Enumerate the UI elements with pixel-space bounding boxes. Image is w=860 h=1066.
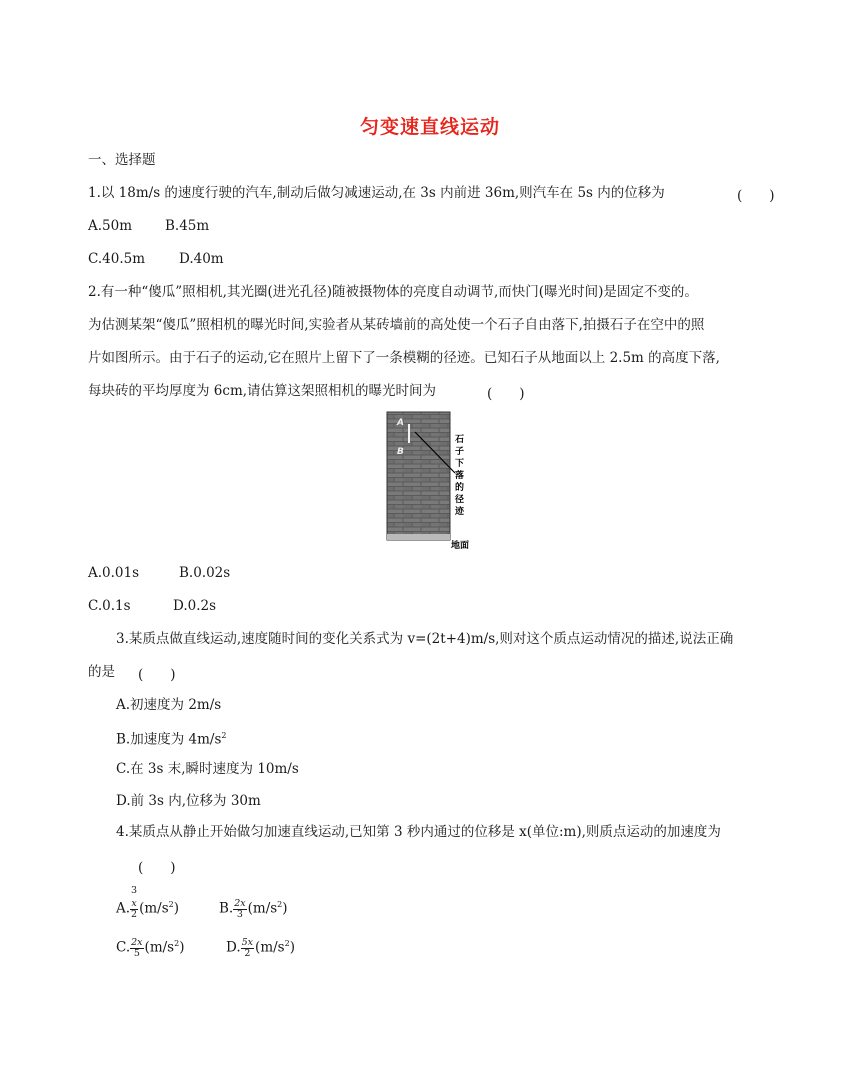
trail-label-char: 下 [455, 459, 465, 469]
question-2-answer-blank: ( ) [487, 386, 525, 402]
trail-label-char: 石 [455, 435, 465, 445]
unit-superscript: 2 [168, 900, 174, 909]
trail-label-char: 的 [455, 483, 465, 493]
option-prefix: B. [219, 900, 234, 917]
unit: (m/s [144, 939, 175, 956]
question-3-option-b [116, 727, 226, 749]
unit-superscript: 2 [174, 939, 180, 948]
trail-label-char: 子 [455, 447, 465, 457]
unit-close: ) [289, 939, 295, 956]
question-3-answer-blank: ( ) [138, 667, 176, 683]
unit-superscript: 2 [277, 900, 283, 909]
denominator: 3 [236, 908, 243, 920]
superscript: 2 [221, 731, 227, 740]
fraction [130, 899, 138, 920]
question-4-text: 4.某质点从静止开始做匀加速直线运动,已知第 3 秒内通过的位移是 x(单位:m),则质点运动的加速度为 [116, 824, 721, 840]
unit: (m/s [247, 900, 278, 917]
option-a-superscript-3: 3 [131, 885, 138, 896]
page-title: 匀变速直线运动 [359, 116, 500, 138]
question-4-option-c [116, 935, 184, 959]
denominator: 2 [244, 947, 251, 959]
brick-wall-photo [385, 410, 475, 550]
question-1-option-c: C.40.5m [88, 251, 145, 267]
question-3-option-d: D.前 3s 内,位移为 30m [116, 793, 261, 809]
ground-strip [387, 534, 450, 540]
question-4-option-b [219, 896, 288, 920]
question-3-line-2: 的是 [88, 664, 115, 680]
question-2-line-2: 为估测某架“傻瓜”照相机的曝光时间,实验者从某砖墙前的高处使一个石子自由落下,拍摄石子在空中的照 [88, 317, 705, 333]
fraction [233, 899, 246, 920]
figure-label-b: B [397, 447, 404, 457]
trail-label-char: 落 [455, 471, 465, 481]
question-2-line-3: 片如图所示。由于石子的运动,它在照片上留下了一条模糊的径迹。已知石子从地面以上 2.5m 的高度下落, [88, 350, 720, 366]
question-2-line-4: 每块砖的平均厚度为 6cm,请估算这架照相机的曝光时间为 [88, 383, 437, 399]
option-prefix: A. [116, 900, 131, 917]
question-2-option-a: A.0.01s [88, 565, 140, 581]
unit-superscript: 2 [284, 939, 290, 948]
trail-label-char: 径 [455, 495, 465, 505]
option-prefix: C. [116, 939, 131, 956]
question-2-option-b: B.0.02s [179, 565, 231, 581]
unit-close: ) [282, 900, 288, 917]
question-4-answer-blank: ( ) [138, 860, 176, 876]
numerator: 2x [234, 897, 246, 909]
denominator: 2 [131, 908, 138, 920]
option-prefix: D. [226, 939, 241, 956]
brick-wall-figure [385, 410, 475, 550]
unit: (m/s [255, 939, 285, 956]
question-3-option-a: A.初速度为 2m/s [116, 697, 222, 713]
numerator: 2x [131, 936, 143, 948]
figure-label-a: A [397, 418, 404, 428]
question-3-line-1: 3.某质点做直线运动,速度随时间的变化关系式为 v=(2t+4)m/s,则对这个质点运动情况的描述,说法正确 [116, 631, 734, 647]
question-4-option-d [226, 935, 295, 959]
unit: (m/s [139, 900, 169, 917]
question-2-option-d: D.0.2s [173, 598, 217, 614]
question-1-option-a: A.50m [88, 218, 133, 234]
fraction [241, 938, 254, 959]
question-1-option-d: D.40m [179, 251, 224, 267]
question-4-option-a [116, 896, 179, 920]
unit-close: ) [179, 939, 185, 956]
option-b-text: B.加速度为 4m/s [116, 731, 222, 748]
question-1-answer-blank: ( ) [737, 188, 775, 204]
unit-close: ) [173, 900, 180, 917]
question-2-line-1: 2.有一种“傻瓜”照相机,其光圈(进光孔径)随被摄物体的亮度自动调节,而快门(曝光时间)是固定不变的。 [88, 284, 698, 300]
denominator: 5 [133, 947, 140, 959]
ground-label: 地面 [451, 541, 470, 550]
trail-label-char: 迹 [455, 507, 465, 517]
numerator: 5x [241, 936, 254, 948]
question-1-option-b: B.45m [165, 218, 210, 234]
numerator: x [131, 897, 137, 909]
question-2-option-c: C.0.1s [88, 598, 131, 614]
fraction [130, 938, 143, 959]
question-1-text: 1.以 18m/s 的速度行驶的汽车,制动后做匀减速运动,在 3s 内前进 36m,则汽车在 5s 内的位移为 [88, 185, 665, 201]
section-heading: 一、选择题 [88, 152, 156, 168]
question-3-option-c: C.在 3s 末,瞬时速度为 10m/s [116, 761, 299, 777]
brick-wall [387, 412, 450, 540]
